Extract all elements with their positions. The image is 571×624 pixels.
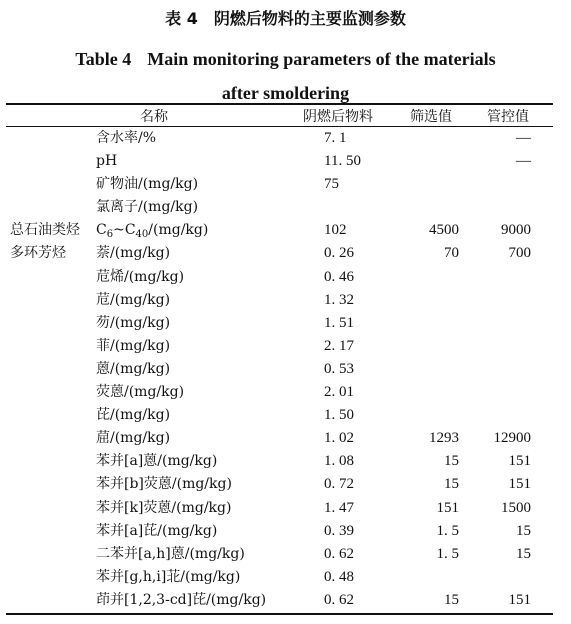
name-subscript-2: 40	[135, 229, 149, 241]
cell-control: 15	[516, 522, 531, 539]
cell-value: 0. 62	[324, 591, 354, 608]
table-row	[0, 567, 571, 590]
table-row	[0, 197, 571, 220]
cell-screening: 70	[444, 245, 459, 262]
cell-value: 1. 47	[324, 499, 354, 516]
cell-value: 0. 53	[324, 360, 354, 377]
name-mid: ~C	[113, 222, 136, 239]
cell-name	[96, 220, 208, 240]
cell-name: 苯并[g,h,i]苝/(mg/kg)	[96, 568, 241, 585]
cell-control: 151	[508, 476, 531, 493]
table-title-english-text: Main monitoring parameters of the materials	[147, 49, 496, 69]
table-row	[0, 290, 571, 313]
cell-control: —	[516, 153, 531, 170]
cell-name: 芘/(mg/kg)	[96, 407, 171, 424]
table-body	[0, 128, 571, 613]
cell-value: 0. 48	[324, 568, 354, 585]
cell-name: 萘/(mg/kg)	[96, 245, 171, 262]
cell-group: 总石油类烃	[10, 222, 80, 239]
table-row	[0, 151, 571, 174]
table-row	[0, 405, 571, 428]
cell-control: 1500	[501, 499, 531, 516]
cell-value: 7. 1	[324, 130, 347, 146]
table-title-english-line1	[0, 42, 571, 76]
table-row	[0, 128, 571, 151]
table-row	[0, 336, 571, 359]
cell-control: 12900	[493, 430, 531, 447]
cell-value: 1. 08	[324, 453, 354, 470]
table-row	[0, 267, 571, 290]
cell-value: 102	[324, 222, 347, 239]
cell-value: 1. 50	[324, 407, 354, 424]
cell-control: 9000	[501, 222, 531, 239]
table-title-chinese-text: 阴燃后物料的主要监测参数	[213, 9, 406, 28]
table-row	[0, 382, 571, 405]
table-header-rule	[6, 126, 553, 127]
cell-name: 苯并[k]荧蒽/(mg/kg)	[96, 499, 232, 516]
cell-screening: 151	[436, 499, 459, 516]
cell-value: 2. 01	[324, 384, 354, 401]
table-title-english-line2: after smoldering	[221, 83, 350, 103]
table-row	[0, 451, 571, 474]
table-title-chinese	[0, 6, 571, 29]
cell-name: 蒽/(mg/kg)	[96, 360, 171, 377]
cell-value: 0. 62	[324, 545, 354, 562]
cell-name: 氯离子/(mg/kg)	[96, 199, 199, 216]
cell-screening: 1. 5	[436, 545, 459, 562]
cell-control: 15	[516, 545, 531, 562]
cell-name: 苯并[a]芘/(mg/kg)	[96, 522, 218, 539]
header-screening: 筛选值	[410, 109, 452, 125]
cell-name: 含水率/%	[96, 130, 157, 146]
cell-name: 茚并[1,2,3-cd]芘/(mg/kg)	[96, 591, 267, 608]
cell-name: 苯并[b]荧蒽/(mg/kg)	[96, 476, 232, 493]
cell-name: 苊/(mg/kg)	[96, 291, 171, 308]
cell-screening: 15	[444, 591, 459, 608]
cell-name: 菲/(mg/kg)	[96, 337, 171, 354]
table-header-row	[0, 104, 571, 126]
table-row	[0, 313, 571, 336]
cell-value: 0. 39	[324, 522, 354, 539]
cell-value: 1. 51	[324, 314, 354, 331]
table-row	[0, 590, 571, 613]
name-prefix: C	[96, 222, 107, 239]
cell-screening: 4500	[429, 222, 459, 239]
cell-control: 151	[508, 591, 531, 608]
name-subscript-1: 6	[106, 229, 114, 241]
cell-value: 0. 26	[324, 245, 354, 262]
table-row	[0, 220, 571, 243]
name-suffix: /(mg/kg)	[148, 222, 209, 239]
header-value: 阴燃后物料	[303, 109, 373, 125]
cell-value: 1. 32	[324, 291, 354, 308]
cell-value: 11. 50	[324, 153, 361, 170]
table-row	[0, 474, 571, 497]
table-number-chinese: 表 4	[165, 9, 198, 28]
cell-name: 苯并[a]蒽/(mg/kg)	[96, 453, 218, 470]
cell-value: 75	[324, 176, 339, 193]
cell-name: pH	[96, 153, 118, 170]
table-row	[0, 174, 571, 197]
table-bottom-rule	[6, 613, 553, 615]
cell-control: 700	[508, 245, 531, 262]
table-row	[0, 498, 571, 521]
table-title-english	[0, 42, 571, 110]
cell-name: 矿物油/(mg/kg)	[96, 176, 199, 193]
table-row	[0, 521, 571, 544]
cell-name: 二苯并[a,h]蒽/(mg/kg)	[96, 545, 245, 562]
cell-screening: 15	[444, 453, 459, 470]
cell-name: 苊烯/(mg/kg)	[96, 268, 185, 285]
table-number-english: Table 4	[75, 49, 132, 69]
table-row	[0, 359, 571, 382]
cell-name: 芴/(mg/kg)	[96, 314, 171, 331]
cell-screening: 1. 5	[436, 522, 459, 539]
cell-value: 0. 46	[324, 268, 354, 285]
cell-control: 151	[508, 453, 531, 470]
cell-screening: 15	[444, 476, 459, 493]
table-row	[0, 428, 571, 451]
cell-value: 2. 17	[324, 337, 354, 354]
cell-control: —	[516, 130, 531, 146]
cell-name: 荧蒽/(mg/kg)	[96, 384, 185, 401]
header-control: 管控值	[487, 109, 529, 125]
cell-value: 0. 72	[324, 476, 354, 493]
header-name: 名称	[140, 109, 168, 125]
cell-name: 䓛/(mg/kg)	[96, 430, 171, 447]
cell-screening: 1293	[429, 430, 459, 447]
table-row	[0, 243, 571, 266]
table-row	[0, 544, 571, 567]
cell-group: 多环芳烃	[10, 245, 66, 262]
cell-value: 1. 02	[324, 430, 354, 447]
